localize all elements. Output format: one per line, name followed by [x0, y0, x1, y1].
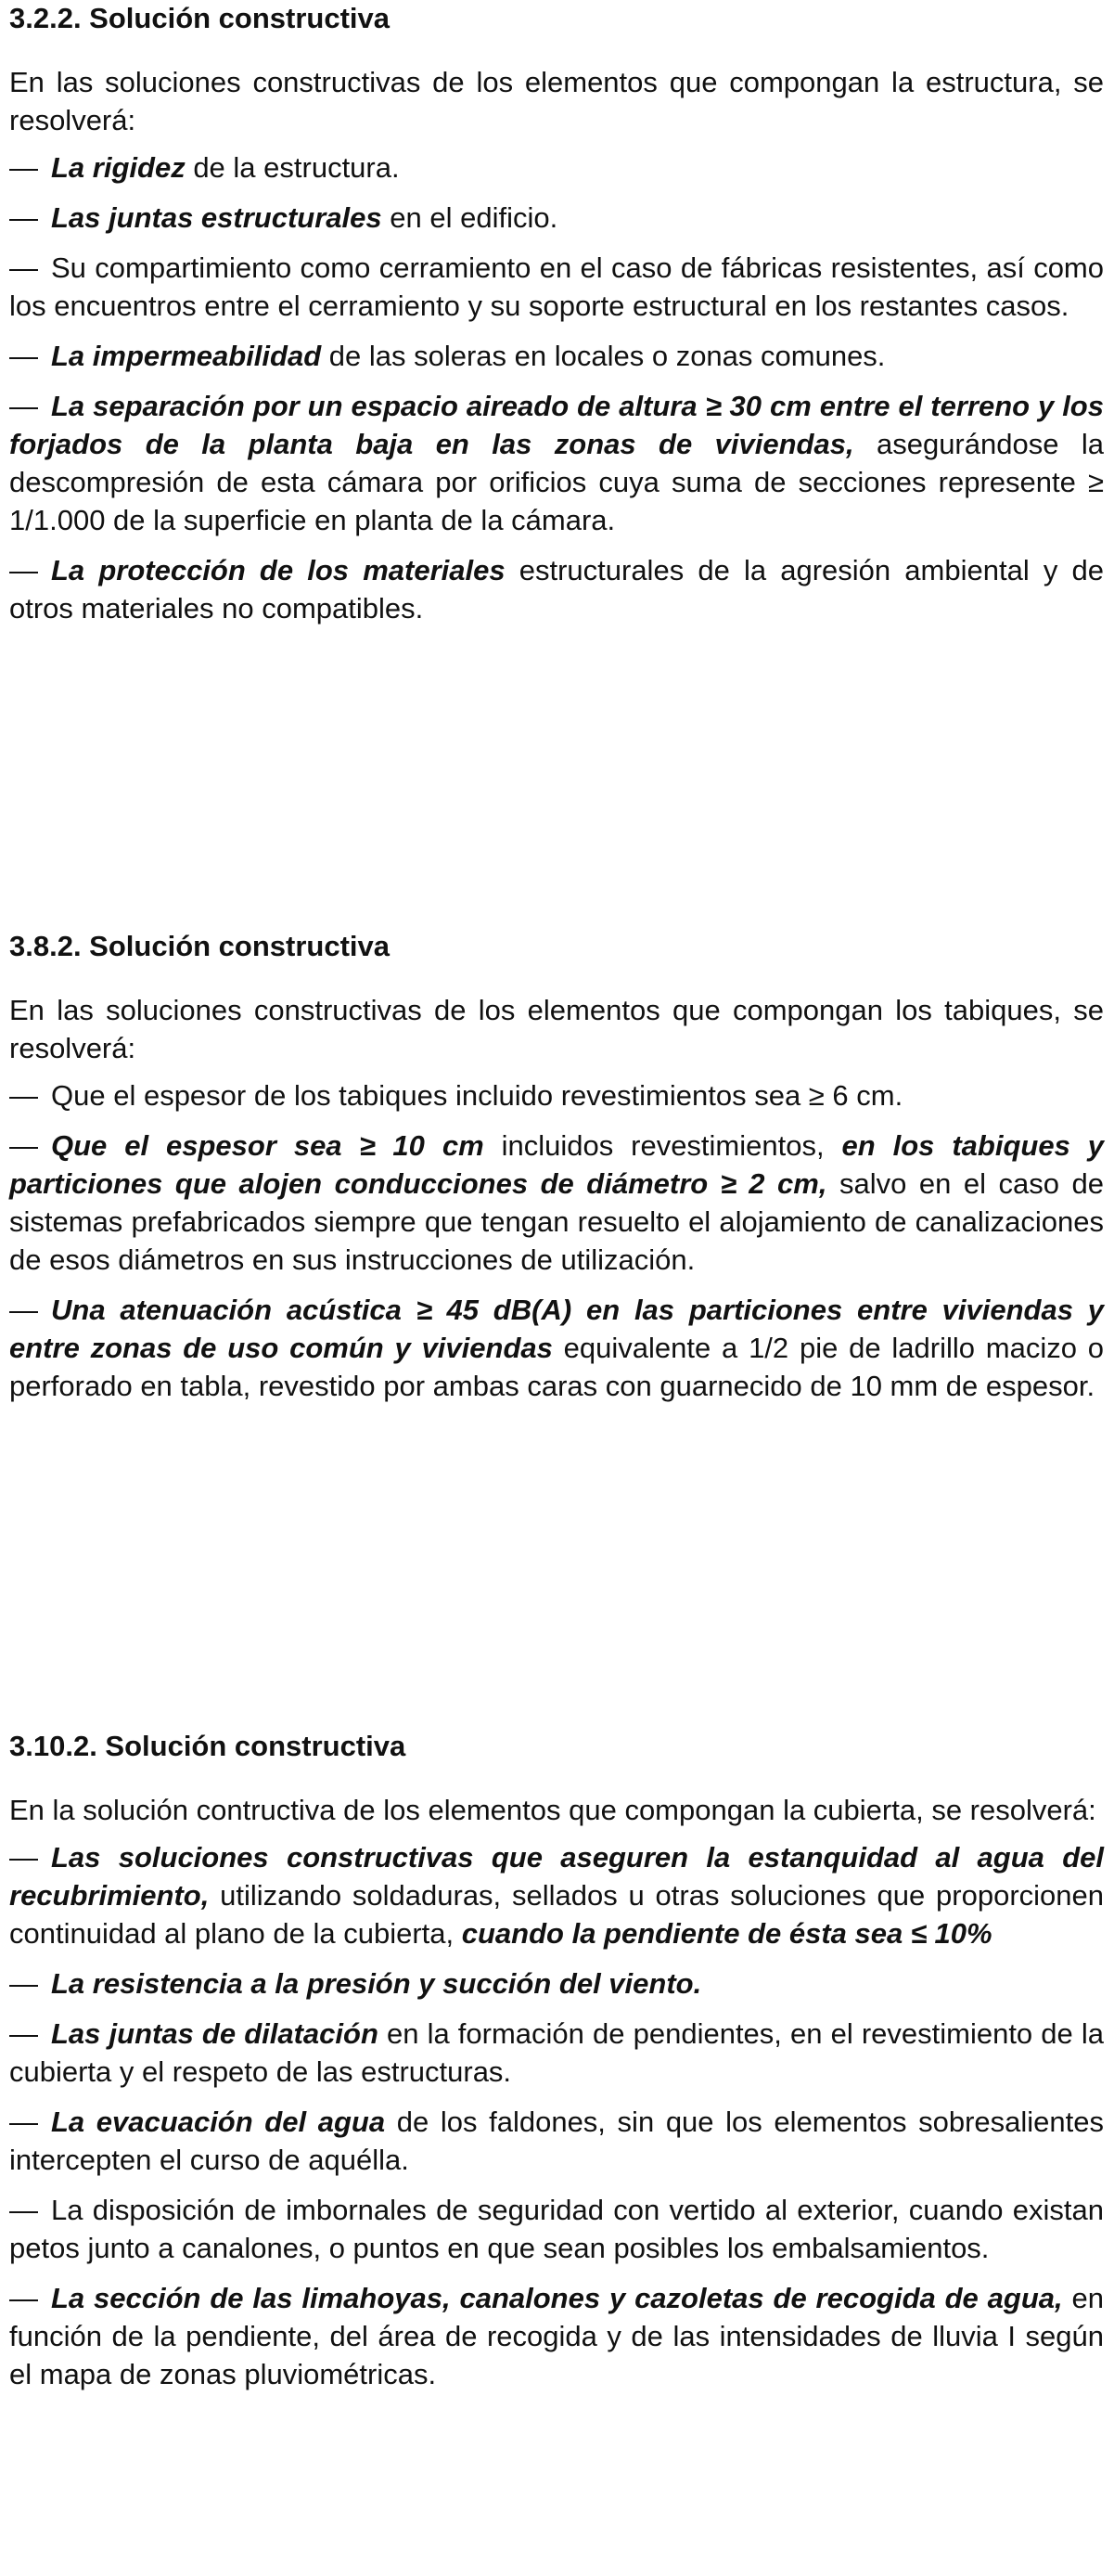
section-heading: 3.2.2. Solución constructiva [9, 2, 391, 34]
section-intro: En las soluciones constructivas de los elementos que compongan la estructura, se resolverá: [9, 66, 1104, 136]
list-item: — La impermeabilidad de las soleras en locales o zonas comunes. [9, 340, 886, 372]
list-item: — Las juntas de dilatación en la formación de pendientes, en el revestimiento de la cubierta y el respeto de las estructuras. [9, 2017, 1104, 2088]
list-item: — Una atenuación acústica ≥ 45 dB(A) en las particiones entre viviendas y entre zonas de uso común y viviendas equivalente a 1/2 pie de ladrillo macizo o perforado en tabla, revestido por ambas caras con guarnecido de 10 mm de espesor. [9, 1294, 1105, 1402]
list-item: — La evacuación del agua de los faldones, sin que los elementos sobresalientes intercepten el curso de aquélla. [9, 2106, 1104, 2176]
list-item: — La sección de las limahoyas, canalones y cazoletas de recogida de agua, en función de la pendiente, del área de recogida y de las intensidades de lluvia I según el mapa de zonas pluviométricas. [9, 2282, 1104, 2390]
list-item: — Las juntas estructurales en el edificio. [9, 201, 558, 234]
list-item: — Que el espesor de los tabiques incluido revestimientos sea ≥ 6 cm. [9, 1079, 903, 1112]
section-heading: 3.8.2. Solución constructiva [9, 930, 391, 962]
section-3-10-2 [9, 1728, 1104, 2405]
section-intro: En la solución contructiva de los elementos que compongan la cubierta, se resolverá: [9, 1794, 1096, 1826]
section-heading: 3.10.2. Solución constructiva [9, 1730, 406, 1762]
list-item: — La resistencia a la presión y succión del viento. [9, 1967, 702, 2000]
list-item: — La rigidez de la estructura. [9, 151, 400, 184]
section-intro: En las soluciones constructivas de los elementos que compongan los tabiques, se resolverá: [9, 994, 1104, 1064]
list-item: — La disposición de imbornales de seguridad con vertido al exterior, cuando existan petos junto a canalones, o puntos en que sean posibles los embalsamientos. [9, 2194, 1104, 2264]
list-item: — Las soluciones constructivas que aseguren la estanquidad al agua del recubrimiento, utilizando soldaduras, sellados u otras soluciones que proporcionen continuidad al plano de la cubierta, cuando la pendiente de ésta sea ≤ 10% [9, 1841, 1104, 1950]
list-item: — Que el espesor sea ≥ 10 cm incluidos revestimientos, en los tabiques y particiones que alojen conducciones de diámetro ≥ 2 cm, salvo en el caso de sistemas prefabricados siempre que tengan resuelto el alojamiento de canalizaciones de esos diámetros en sus instrucciones de utilización. [9, 1129, 1104, 1276]
section-3-2-2 [9, 0, 1104, 639]
section-3-8-2 [9, 928, 1104, 1417]
list-item: — La protección de los materiales estructurales de la agresión ambiental y de otros materiales no compatibles. [9, 554, 1104, 625]
list-item: — La separación por un espacio aireado de altura ≥ 30 cm entre el terreno y los forjados de la planta baja en las zonas de viviendas, asegurándose la descompresión de esta cámara por orificios cuya suma de secciones represente ≥ 1/1.000 de la superficie en planta de la cámara. [9, 390, 1105, 536]
list-item: — Su compartimiento como cerramiento en el caso de fábricas resistentes, así como los encuentros entre el cerramiento y su soporte estructural en los restantes casos. [9, 251, 1104, 322]
